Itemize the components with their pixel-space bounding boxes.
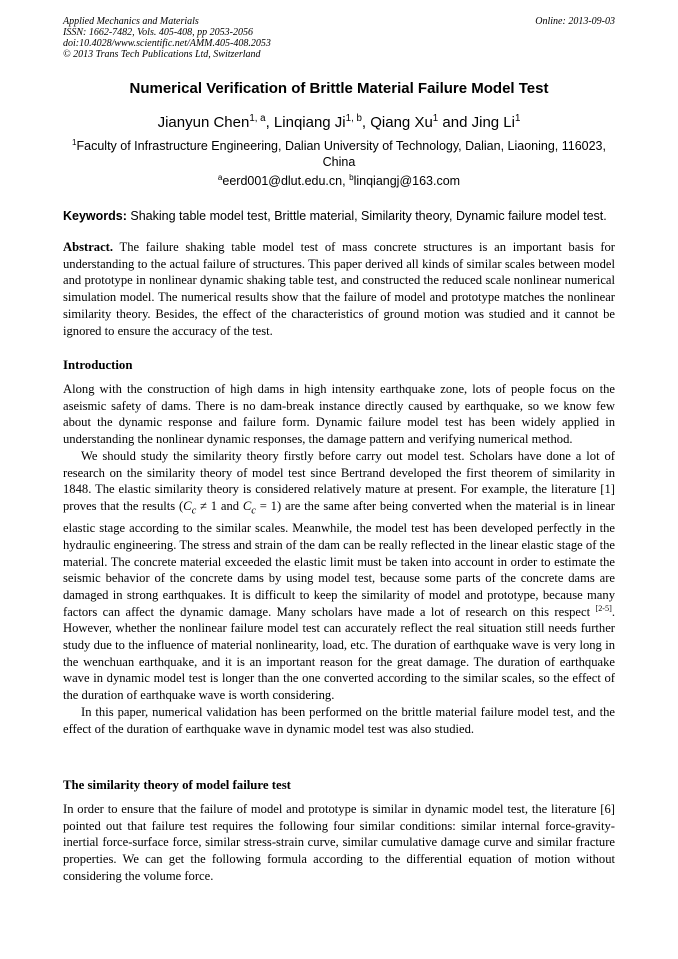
email-link[interactable]: eerd001@dlut.edu.cn	[222, 174, 343, 188]
author-name: Jing Li	[471, 114, 515, 131]
similarity-body	[63, 801, 615, 885]
doi-line: doi:10.4028/www.scientific.net/AMM.405-408.2053	[63, 38, 271, 49]
author-sup: 1	[432, 113, 439, 124]
email-sup: a	[217, 172, 223, 182]
abstract-text: The failure shaking table model test of mass concrete structures is an important basis for understanding to the actual failure of structures. This paper derived all kinds of similar scales between model and prototype in nonlinear dynamic shaking table test, and constructed the reduced scale nonlinear numerical simulation model. The numerical results show that the failure of model and prototype matches the nonlinear similarity theory. Besides, the effect of the characteristics of ground motion was studied and it cannot be ignored to ensure the accuracy of the test.	[63, 240, 615, 338]
abstract	[63, 239, 615, 339]
paragraph-text: ) are the same after being converted when the material is in linear elastic stage according to the similar scales. Meanwhile, the model test has been developed perfectly in the hydraulic engineering. The stress and strain of the dam can be really reflected in the linear elastic stage of the material. The concrete material exceeded the elastic limit must be taken into account in order to estimate the seismic behavior of the concrete dams by using model test, because some parts of the concrete dams are damaged in strong earthquakes. It is difficult to keep the similarity of model and prototype, because many factors can affect the dynamic damage. Many scholars have made a lot of research on this respect	[63, 498, 615, 619]
abstract-label: Abstract.	[63, 240, 114, 254]
math-inline: $C_c$	[183, 498, 197, 517]
email-link[interactable]: linqiangj@163.com	[353, 174, 461, 188]
author-emails	[63, 174, 615, 188]
journal-header	[63, 16, 615, 60]
paragraph: In order to ensure that the failure of model and prototype is similar in dynamic model test, the literature [6] pointed out that failure test requires the following four similar conditions: similar internal force-gravity-inertial force-surface force, similar stress-strain curve, similar cumulative damage curve and similar fracture properties. We can get the following formula according to the differential equation of motion without considering the volume force.	[63, 802, 615, 883]
math-op: ≠ 1	[196, 498, 218, 513]
paragraph: Along with the construction of high dams in high intensity earthquake zone, lots of people focus on the aseismic safety of dams. There is no dam-break instance directly caused by earthquake, so we know few about the dynamic response and failure form. Dynamic failure model test has been widely applied in understanding the nonlinear dynamic responses, the damage pattern and verifying numerical method.	[63, 382, 615, 447]
email-sep: ,	[342, 174, 350, 188]
author-name: Linqiang Ji	[273, 114, 346, 131]
author-sup: 1, b	[345, 113, 362, 124]
author-name: Qiang Xu	[370, 114, 433, 131]
paper-title: Numerical Verification of Brittle Material Failure Model Test	[129, 80, 549, 97]
citation: [2-5]	[595, 603, 612, 613]
affiliation	[63, 138, 615, 170]
paragraph: In this paper, numerical validation has been performed on the brittle material failure model test, and the effect of the duration of earthquake wave in dynamic model test was also studied.	[63, 704, 615, 736]
online-date: Online: 2013-09-03	[535, 16, 615, 27]
copyright-line: © 2013 Trans Tech Publications Ltd, Switzerland	[63, 49, 261, 60]
affiliation-sup: 1	[72, 137, 77, 147]
author-sep: ,	[361, 114, 371, 131]
affiliation-text: Faculty of Infrastructure Engineering, Dalian University of Technology, Dalian, Liaoning, 116023, China	[76, 139, 606, 169]
math-inline: $C_c$	[242, 498, 256, 517]
paragraph-text: . However, whether the nonlinear failure model test can accurately reflect the real situation still needs further study due to the influence of material nonlinearity, load, etc. The duration of earthquake wave is very long in the wenchuan earthquake, and it is an important reason for the great damage. The duration of earthquake wave in dynamic model test is longer than the one converted according to the similar scales, so the effect of the duration of earthquake wave is worth considering.	[63, 604, 615, 703]
author-name: Jianyun Chen	[157, 114, 250, 131]
keywords	[63, 209, 623, 223]
email-sup: b	[349, 172, 354, 182]
section-heading-introduction: Introduction	[63, 358, 133, 372]
keywords-text: Shaking table model test, Brittle material, Similarity theory, Dynamic failure model test.	[126, 209, 607, 223]
paragraph	[63, 448, 615, 704]
author-sep: and	[438, 114, 472, 131]
paragraph-text: We should study the similarity theory firstly before carry out model test. Scholars have done a lot of research on the similarity theory of model test since Bertrand developed the first theorem of similarity in 1848. The elastic similarity theory is considered relatively mature at present. For example, the literature [1] proves that the results (	[63, 448, 615, 513]
keywords-label: Keywords:	[63, 209, 127, 223]
section-heading-similarity: The similarity theory of model failure test	[63, 778, 291, 792]
journal-name: Applied Mechanics and Materials	[63, 16, 199, 27]
introduction-body	[63, 381, 615, 737]
math-op: = 1	[255, 498, 277, 513]
author-sup: 1	[514, 113, 521, 124]
paragraph-text: and	[217, 498, 243, 513]
author-sep: ,	[265, 114, 274, 131]
issn-line: ISSN: 1662-7482, Vols. 405-408, pp 2053-2056	[63, 27, 253, 38]
author-list	[63, 114, 615, 131]
author-sup: 1, a	[249, 113, 266, 124]
